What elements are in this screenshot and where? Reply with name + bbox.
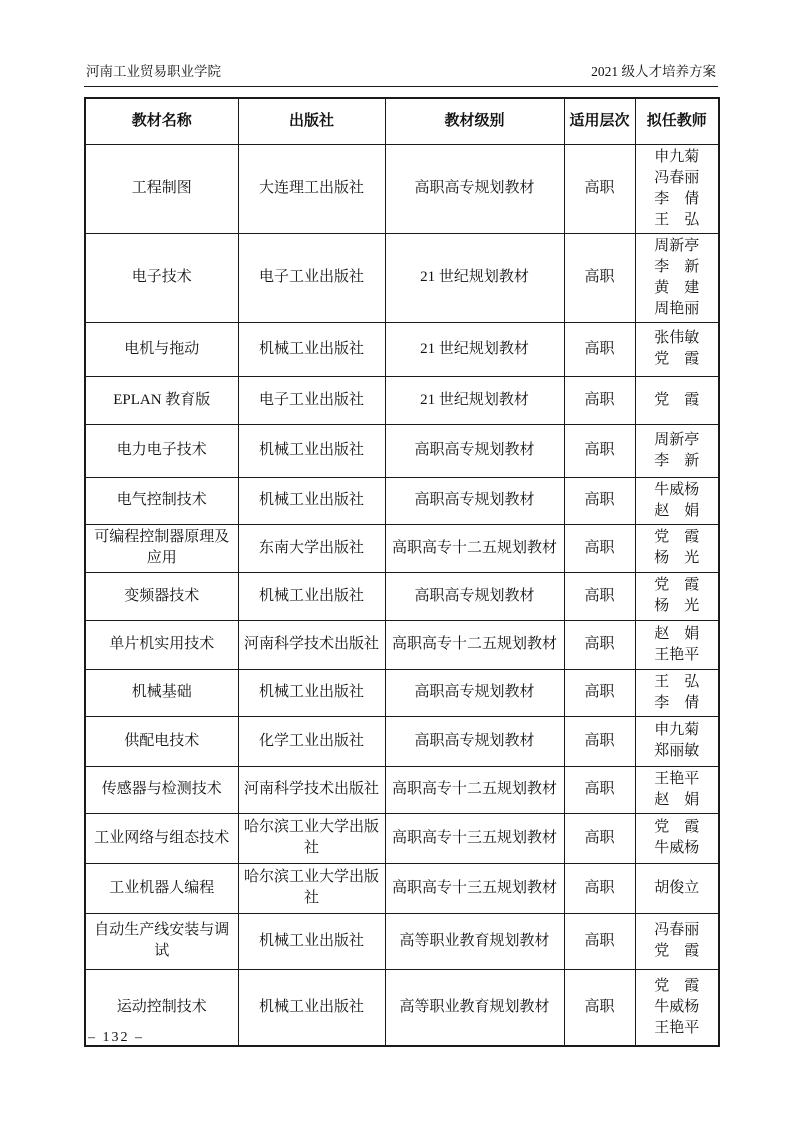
- layer-cell: 高职: [564, 813, 635, 863]
- layer-cell: 高职: [564, 969, 635, 1046]
- page-number: – 132 –: [88, 1030, 144, 1045]
- table-row: [85, 322, 719, 376]
- level-cell: 高职高专十二五规划教材: [385, 766, 564, 813]
- layer-cell: 高职: [564, 477, 635, 524]
- teachers-cell: 牛威杨 赵 娟: [635, 477, 719, 524]
- publisher-cell: 东南大学出版社: [238, 524, 385, 572]
- publisher-cell: 河南科学技术出版社: [238, 620, 385, 669]
- publisher-cell: 机械工业出版社: [238, 572, 385, 620]
- level-cell: 高等职业教育规划教材: [385, 969, 564, 1046]
- level-cell: 高职高专规划教材: [385, 669, 564, 716]
- layer-cell: 高职: [564, 669, 635, 716]
- level-cell: 21 世纪规划教材: [385, 376, 564, 424]
- publisher-cell: 哈尔滨工业大学出版社: [238, 813, 385, 863]
- textbook-name-cell: 传感器与检测技术: [85, 766, 238, 813]
- level-cell: 高职高专规划教材: [385, 716, 564, 766]
- publisher-cell: 机械工业出版社: [238, 322, 385, 376]
- textbook-name-cell: 电子技术: [85, 233, 238, 322]
- table-row: [85, 477, 719, 524]
- publisher-cell: 大连理工出版社: [238, 144, 385, 233]
- teachers-cell: 周新亭 李 新 黄 建 周艳丽: [635, 233, 719, 322]
- textbook-name-cell: 工业机器人编程: [85, 863, 238, 913]
- publisher-cell: 化学工业出版社: [238, 716, 385, 766]
- publisher-cell: 机械工业出版社: [238, 669, 385, 716]
- teachers-cell: 党 霞 牛威杨 王艳平: [635, 969, 719, 1046]
- textbook-name-cell: 机械基础: [85, 669, 238, 716]
- textbook-name-cell: 可编程控制器原理及应用: [85, 524, 238, 572]
- textbook-name-cell: 工程制图: [85, 144, 238, 233]
- textbook-name-cell: 电气控制技术: [85, 477, 238, 524]
- layer-cell: 高职: [564, 322, 635, 376]
- table-row: [85, 766, 719, 813]
- publisher-cell: 电子工业出版社: [238, 233, 385, 322]
- teachers-cell: 党 霞 杨 光: [635, 572, 719, 620]
- publisher-cell: 电子工业出版社: [238, 376, 385, 424]
- table-row: [85, 524, 719, 572]
- table-row: [85, 572, 719, 620]
- level-cell: 高职高专规划教材: [385, 424, 564, 477]
- teachers-cell: 胡俊立: [635, 863, 719, 913]
- level-cell: 高等职业教育规划教材: [385, 913, 564, 969]
- table-header-row: [85, 98, 719, 144]
- header-rule: [84, 86, 718, 87]
- publisher-cell: 河南科学技术出版社: [238, 766, 385, 813]
- teachers-cell: 张伟敏 党 霞: [635, 322, 719, 376]
- publisher-cell: 机械工业出版社: [238, 913, 385, 969]
- table-row: [85, 863, 719, 913]
- teachers-cell: 党 霞 牛威杨: [635, 813, 719, 863]
- column-header-publisher: 出版社: [238, 98, 385, 144]
- textbook-table: [84, 97, 720, 1047]
- teachers-cell: 周新亭 李 新: [635, 424, 719, 477]
- layer-cell: 高职: [564, 376, 635, 424]
- table-row: [85, 716, 719, 766]
- teachers-cell: 赵 娟 王艳平: [635, 620, 719, 669]
- textbook-name-cell: EPLAN 教育版: [85, 376, 238, 424]
- teachers-cell: 党 霞: [635, 376, 719, 424]
- layer-cell: 高职: [564, 716, 635, 766]
- level-cell: 高职高专十二五规划教材: [385, 524, 564, 572]
- teachers-cell: 申九菊 冯春丽 李 倩 王 弘: [635, 144, 719, 233]
- layer-cell: 高职: [564, 620, 635, 669]
- layer-cell: 高职: [564, 572, 635, 620]
- column-header-level: 教材级别: [385, 98, 564, 144]
- teachers-cell: 申九菊 郑丽敏: [635, 716, 719, 766]
- publisher-cell: 机械工业出版社: [238, 477, 385, 524]
- layer-cell: 高职: [564, 766, 635, 813]
- content-area: [84, 0, 718, 1047]
- textbook-name-cell: 工业网络与组态技术: [85, 813, 238, 863]
- textbook-name-cell: 自动生产线安装与调试: [85, 913, 238, 969]
- layer-cell: 高职: [564, 144, 635, 233]
- level-cell: 21 世纪规划教材: [385, 233, 564, 322]
- layer-cell: 高职: [564, 424, 635, 477]
- table-row: [85, 144, 719, 233]
- teachers-cell: 冯春丽 党 霞: [635, 913, 719, 969]
- teachers-cell: 王 弘 李 倩: [635, 669, 719, 716]
- table-row: [85, 813, 719, 863]
- table-row: [85, 424, 719, 477]
- teachers-cell: 王艳平 赵 娟: [635, 766, 719, 813]
- level-cell: 高职高专十二五规划教材: [385, 620, 564, 669]
- table-row: [85, 969, 719, 1046]
- level-cell: 高职高专十三五规划教材: [385, 863, 564, 913]
- level-cell: 高职高专规划教材: [385, 572, 564, 620]
- textbook-name-cell: 单片机实用技术: [85, 620, 238, 669]
- column-header-layer: 适用层次: [564, 98, 635, 144]
- document-header: [84, 62, 718, 86]
- teachers-cell: 党 霞 杨 光: [635, 524, 719, 572]
- textbook-name-cell: 供配电技术: [85, 716, 238, 766]
- textbook-name-cell: 运动控制技术: [85, 969, 238, 1046]
- publisher-cell: 机械工业出版社: [238, 969, 385, 1046]
- layer-cell: 高职: [564, 233, 635, 322]
- table-row: [85, 233, 719, 322]
- layer-cell: 高职: [564, 524, 635, 572]
- textbook-name-cell: 变频器技术: [85, 572, 238, 620]
- school-name: 河南工业贸易职业学院: [86, 64, 221, 79]
- table-row: [85, 669, 719, 716]
- table-row: [85, 376, 719, 424]
- layer-cell: 高职: [564, 863, 635, 913]
- layer-cell: 高职: [564, 913, 635, 969]
- level-cell: 高职高专十三五规划教材: [385, 813, 564, 863]
- table-row: [85, 913, 719, 969]
- level-cell: 高职高专规划教材: [385, 144, 564, 233]
- level-cell: 高职高专规划教材: [385, 477, 564, 524]
- textbook-name-cell: 电力电子技术: [85, 424, 238, 477]
- publisher-cell: 哈尔滨工业大学出版社: [238, 863, 385, 913]
- table-row: [85, 620, 719, 669]
- column-header-teachers: 拟任教师: [635, 98, 719, 144]
- textbook-name-cell: 电机与拖动: [85, 322, 238, 376]
- column-header-textbook-name: 教材名称: [85, 98, 238, 144]
- publisher-cell: 机械工业出版社: [238, 424, 385, 477]
- plan-title: 2021 级人才培养方案: [591, 64, 716, 79]
- level-cell: 21 世纪规划教材: [385, 322, 564, 376]
